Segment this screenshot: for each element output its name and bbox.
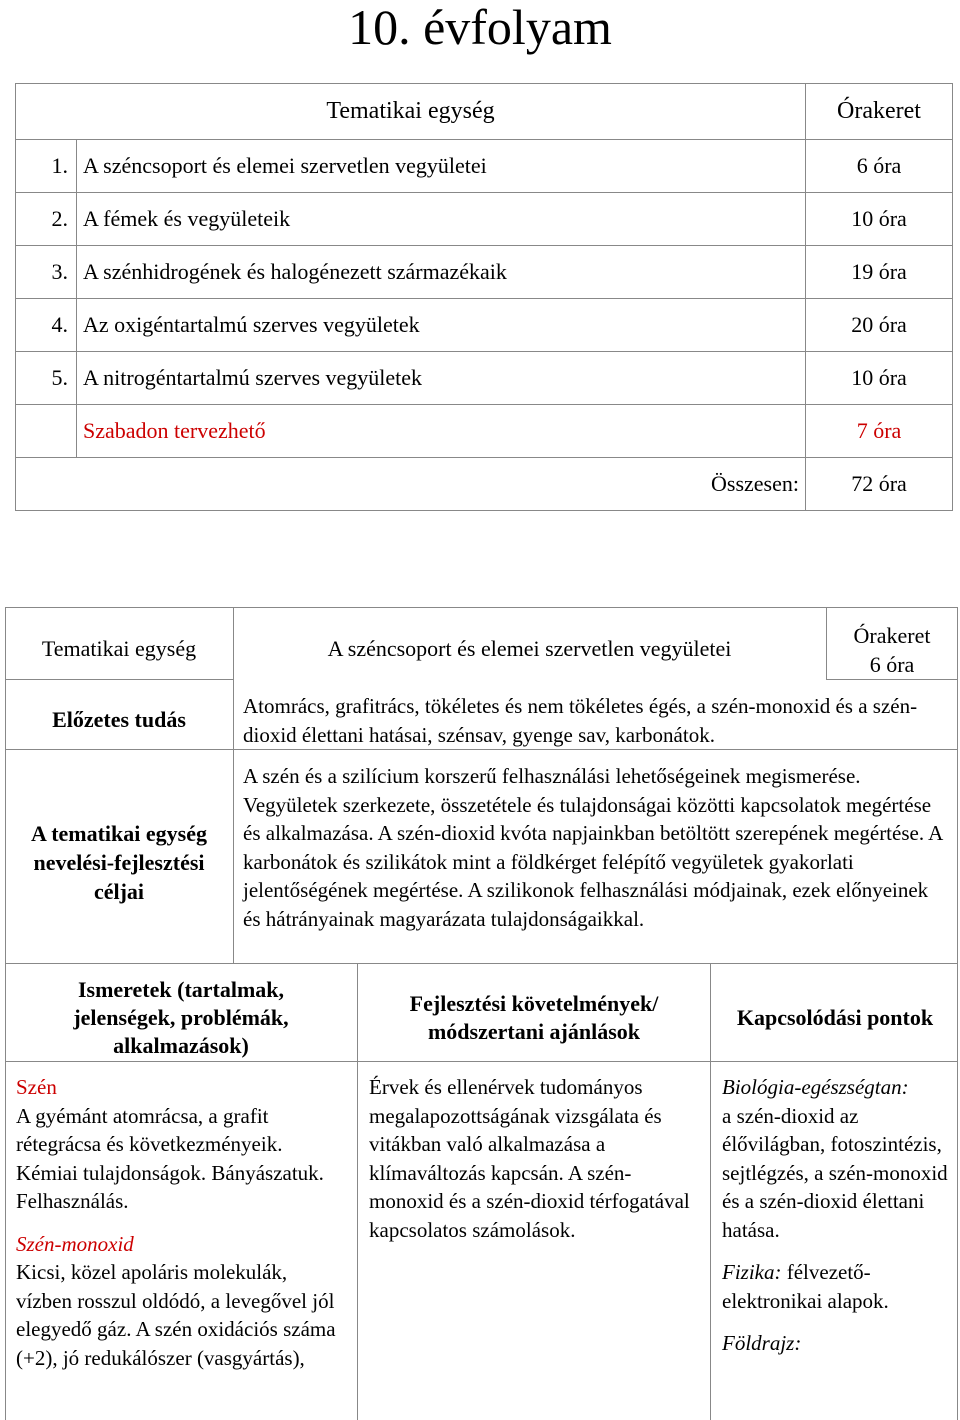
col1-text-co: Kicsi, közel apoláris molekulák, vízben rosszul oldódó, a levegővel jól elegyedő gáz. A szén oxidációs száma (+2), jó redukálószer (vasgyártás), — [16, 1260, 336, 1370]
row-number: 2. — [16, 193, 77, 246]
hours-value: 6 óra — [869, 652, 915, 677]
free-row — [16, 405, 953, 458]
prior-knowledge-label: Előzetes tudás — [52, 707, 186, 732]
col1-text-carbon: A gyémánt atomrácsa, a grafit rétegrácsa és következményeik. Kémiai tulajdonságok. Bányászatuk. Felhasználás. — [16, 1103, 324, 1213]
row-hours: 10 óra — [806, 352, 953, 405]
row-number: 1. — [16, 140, 77, 193]
col2-text: Érvek és ellenérvek tudományos megalapozottságának vizsgálata és vitákban való alkalmazása a klímaváltozás kapcsán. A szén-monoxid és a szén-dioxid térfogatával kapcsolatos számolások. — [369, 1075, 690, 1242]
goals-label: A tematikai egység nevelési-fejlesztési céljai — [31, 821, 207, 904]
page-title: 10. évfolyam — [348, 0, 612, 55]
col1-heading-carbon: Szén — [16, 1075, 57, 1099]
row-name: Az oxigéntartalmú szerves vegyületek — [77, 299, 806, 352]
header-unit: Tematikai egység — [16, 84, 806, 140]
prior-knowledge-text: Atomrács, grafitrács, tökéletes és nem tökéletes égés, a szén-monoxid és a szén-dioxid élettani hatásai, szénsav, gyenge sav, karbonátok. — [243, 694, 918, 747]
overview-table — [15, 83, 953, 511]
col3-heading-geography: Földrajz: — [722, 1331, 802, 1355]
col3-text-biology: a szén-dioxid az élővilágban, fotoszintézis, sejtlégzés, a szén-monoxid és a szén-dioxid élettani hatása. — [722, 1103, 948, 1242]
row-number: 5. — [16, 352, 77, 405]
col3-text-physics: félvezető-elektronikai alapok. — [722, 1260, 889, 1313]
table-row — [16, 140, 953, 193]
row-hours: 19 óra — [806, 246, 953, 299]
header-hours: Órakeret — [806, 84, 953, 140]
col1-content — [16, 1073, 346, 1372]
col2-header: Fejlesztési követelmények/ módszertani ajánlások — [409, 991, 659, 1044]
overview-header-row — [16, 84, 953, 140]
row-number: 4. — [16, 299, 77, 352]
total-hours: 72 óra — [806, 458, 953, 511]
row-hours: 20 óra — [806, 299, 953, 352]
unit-label: Tematikai egység — [41, 636, 197, 661]
row-name: A széncsoport és elemei szervetlen vegyületei — [77, 140, 806, 193]
free-hours: 7 óra — [806, 405, 953, 458]
table-row — [16, 246, 953, 299]
total-row — [16, 458, 953, 511]
table-row — [16, 352, 953, 405]
goals-text: A szén és a szilícium korszerű felhasználási lehetőségeinek megismerése. Vegyületek szerkezete, összetétele és tulajdonságai közötti kapcsolatok megértése és alkalmazása. A szén-dioxid kvóta napjainkban betöltött szerepének megértése. A karbonátok és szilikátok mint a földkérget felépítő vegyületek gyakorlati jelentőségének megértése. A szilikonok felhasználási módjainak, ezek előnyeinek és hátrányainak magyarázata tulajdonságaikkal. — [243, 764, 943, 931]
col3-heading-physics: Fizika: — [722, 1260, 782, 1284]
col3-content — [722, 1073, 948, 1358]
col3-header: Kapcsolódási pontok — [736, 1005, 934, 1030]
table-row — [16, 193, 953, 246]
hours-label: Órakeret — [853, 623, 931, 648]
col1-heading-co: Szén-monoxid — [16, 1231, 134, 1256]
row-name: A szénhidrogének és halogénezett származékaik — [77, 246, 806, 299]
row-number: 3. — [16, 246, 77, 299]
unit-name: A széncsoport és elemei szervetlen vegyületei — [327, 636, 732, 661]
row-hours: 6 óra — [806, 140, 953, 193]
row-hours: 10 óra — [806, 193, 953, 246]
total-label: Összesen: — [16, 458, 806, 511]
free-label: Szabadon tervezhető — [77, 405, 806, 458]
col1-header: Ismeretek (tartalmak, jelenségek, problémák, alkalmazások) — [73, 977, 289, 1058]
col3-heading-biology: Biológia-egészségtan: — [722, 1075, 909, 1099]
table-row — [16, 299, 953, 352]
row-name: A fémek és vegyületeik — [77, 193, 806, 246]
row-name: A nitrogéntartalmú szerves vegyületek — [77, 352, 806, 405]
